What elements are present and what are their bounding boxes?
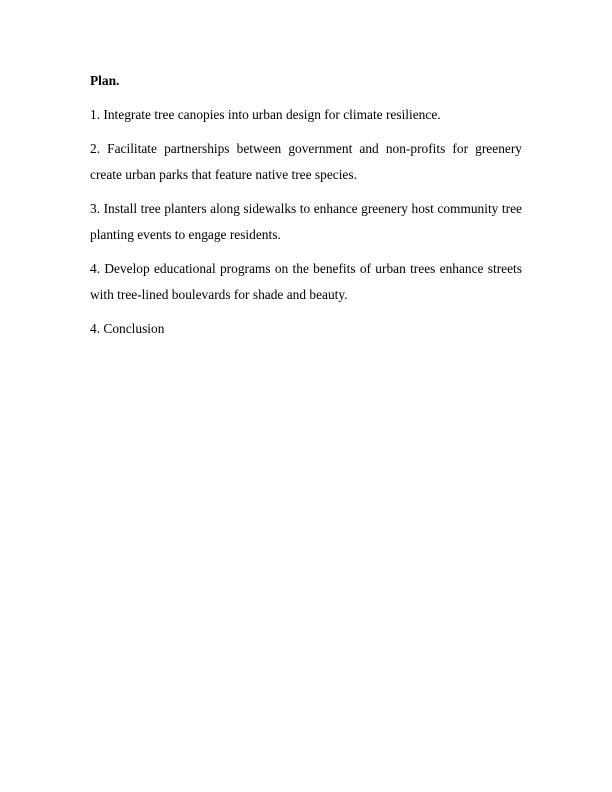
plan-item-1: 1. Integrate tree canopies into urban design for climate resilience. bbox=[90, 107, 441, 122]
section-heading: Plan. bbox=[90, 73, 120, 88]
plan-item-2: 2. Facilitate partnerships between government and non-profits for greenery create urban parks that feature native tree species. bbox=[90, 141, 522, 182]
document-body bbox=[90, 68, 522, 350]
plan-item-3: 3. Install tree planters along sidewalks to enhance greenery host community tree planting events to engage residents. bbox=[90, 201, 522, 242]
plan-item-4: 4. Develop educational programs on the benefits of urban trees enhance streets with tree-lined boulevards for shade and beauty. bbox=[90, 261, 522, 302]
conclusion-item: 4. Conclusion bbox=[90, 321, 165, 336]
